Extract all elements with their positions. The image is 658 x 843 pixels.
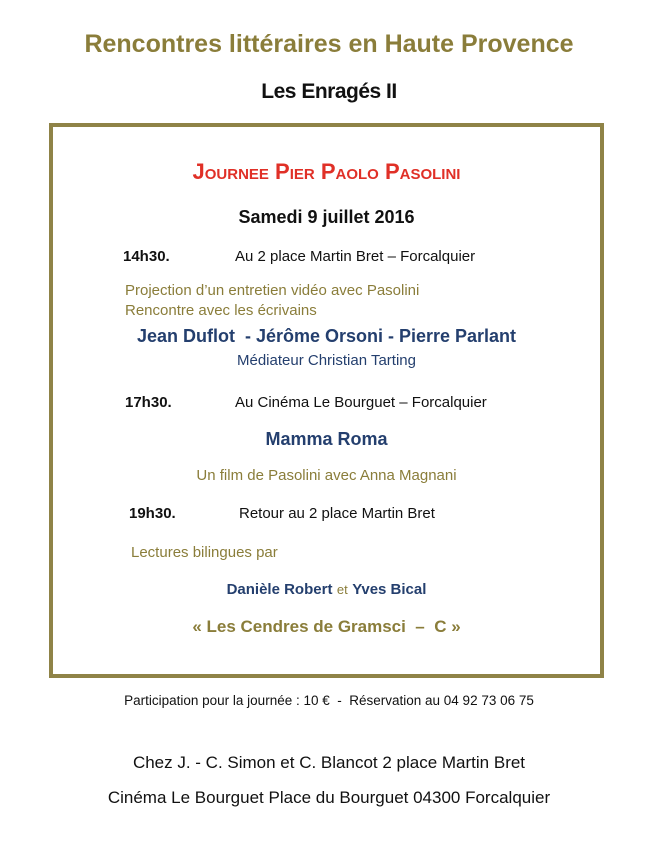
event-frame <box>49 123 604 678</box>
session-3-readers <box>53 581 600 599</box>
address-line-1: Chez J. - C. Simon et C. Blancot 2 place Martin Bret <box>132 753 526 772</box>
session-1-rencontre: Rencontre avec les écrivains <box>125 302 317 319</box>
session-1-mediator: Médiateur Christian Tarting <box>237 352 416 369</box>
session-1-writers: Jean Duflot - Jérôme Orsoni - Pierre Parlant <box>136 326 517 346</box>
reader-1: Danièle Robert <box>226 581 333 598</box>
session-3-lectures: Lectures bilingues par <box>131 544 278 561</box>
page-title: Rencontres littéraires en Haute Provence <box>84 30 574 58</box>
session-3-time: 19h30. <box>129 505 176 522</box>
page-subtitle: Les Enragés II <box>261 80 397 103</box>
event-date: Samedi 9 juillet 2016 <box>238 207 415 227</box>
session-3-place: Retour au 2 place Martin Bret <box>239 505 435 522</box>
session-2-place: Au Cinéma Le Bourguet – Forcalquier <box>235 394 487 411</box>
event-title: Journee Pier Paolo Pasolini <box>192 159 461 184</box>
reader-connector: et <box>336 582 348 597</box>
session-1-place: Au 2 place Martin Bret – Forcalquier <box>235 248 476 265</box>
session-1-time: 14h30. <box>123 248 170 265</box>
session-2-time: 17h30. <box>125 394 172 411</box>
session-1-projection: Projection d’un entretien vidéo avec Pasolini <box>125 282 420 299</box>
session-2-description: Un film de Pasolini avec Anna Magnani <box>196 467 457 484</box>
participation-note: Participation pour la journée : 10 € - Réservation au 04 92 73 06 75 <box>124 693 534 708</box>
address-line-2: Cinéma Le Bourguet Place du Bourguet 04300 Forcalquier <box>107 788 551 807</box>
reader-2: Yves Bical <box>352 581 427 598</box>
session-3-work: « Les Cendres de Gramsci – C » <box>192 617 461 636</box>
session-2-film: Mamma Roma <box>265 429 388 449</box>
